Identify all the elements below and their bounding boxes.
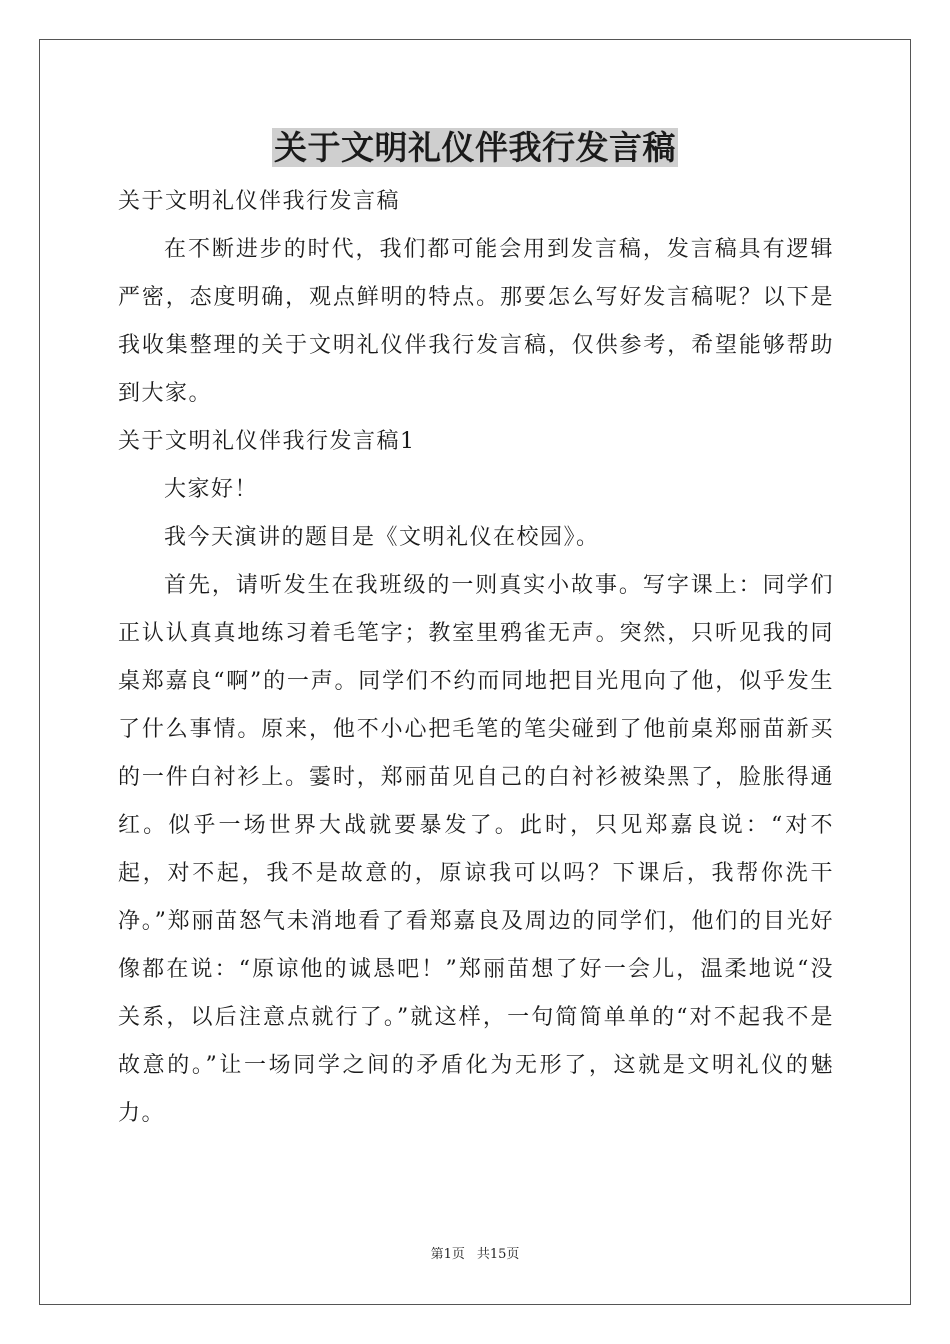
page-footer bbox=[0, 1246, 950, 1264]
topic-paragraph: 我今天演讲的题目是《文明礼仪在校园》。 bbox=[164, 525, 600, 550]
page-number: 第1页 bbox=[430, 1247, 465, 1262]
subtitle-paragraph: 关于文明礼仪伴我行发言稿 bbox=[118, 189, 401, 214]
intro-paragraph: 在不断进步的时代，我们都可能会用到发言稿，发言稿具有逻辑严密，态度明确，观点鲜明的特点。那要怎么写好发言稿呢？以下是我收集整理的关于文明礼仪伴我行发言稿，仅供参考，希望能够帮助到大家。 bbox=[118, 237, 834, 406]
document-title bbox=[0, 126, 950, 170]
greeting-paragraph: 大家好！ bbox=[164, 477, 259, 502]
document-body bbox=[118, 178, 834, 1138]
section-heading: 关于文明礼仪伴我行发言稿1 bbox=[118, 429, 416, 454]
document-title-text: 关于文明礼仪伴我行发言稿 bbox=[274, 128, 676, 167]
story-paragraph: 首先，请听发生在我班级的一则真实小故事。写字课上：同学们正认认真真地练习着毛笔字；教室里鸦雀无声。突然，只听见我的同桌郑嘉良“啊”的一声。同学们不约而同地把目光甩向了他，似乎发生了什么事情。原来，他不小心把毛笔的笔尖碰到了他前桌郑丽苗新买的一件白衬衫上。霎时，郑丽苗见自己的白衬衫被染黑了，脸胀得通红。似乎一场世界大战就要暴发了。此时，只见郑嘉良说：“对不起，对不起，我不是故意的，原谅我可以吗？下课后，我帮你洗干净。”郑丽苗怒气未消地看了看郑嘉良及周边的同学们，他们的目光好像都在说：“原谅他的诚恳吧！”郑丽苗想了好一会儿，温柔地说“没关系，以后注意点就行了。”就这样，一句简简单单的“对不起我不是故意的。”让一场同学之间的矛盾化为无形了，这就是文明礼仪的魅力。 bbox=[118, 573, 834, 1126]
page-total: 共15页 bbox=[476, 1247, 520, 1262]
